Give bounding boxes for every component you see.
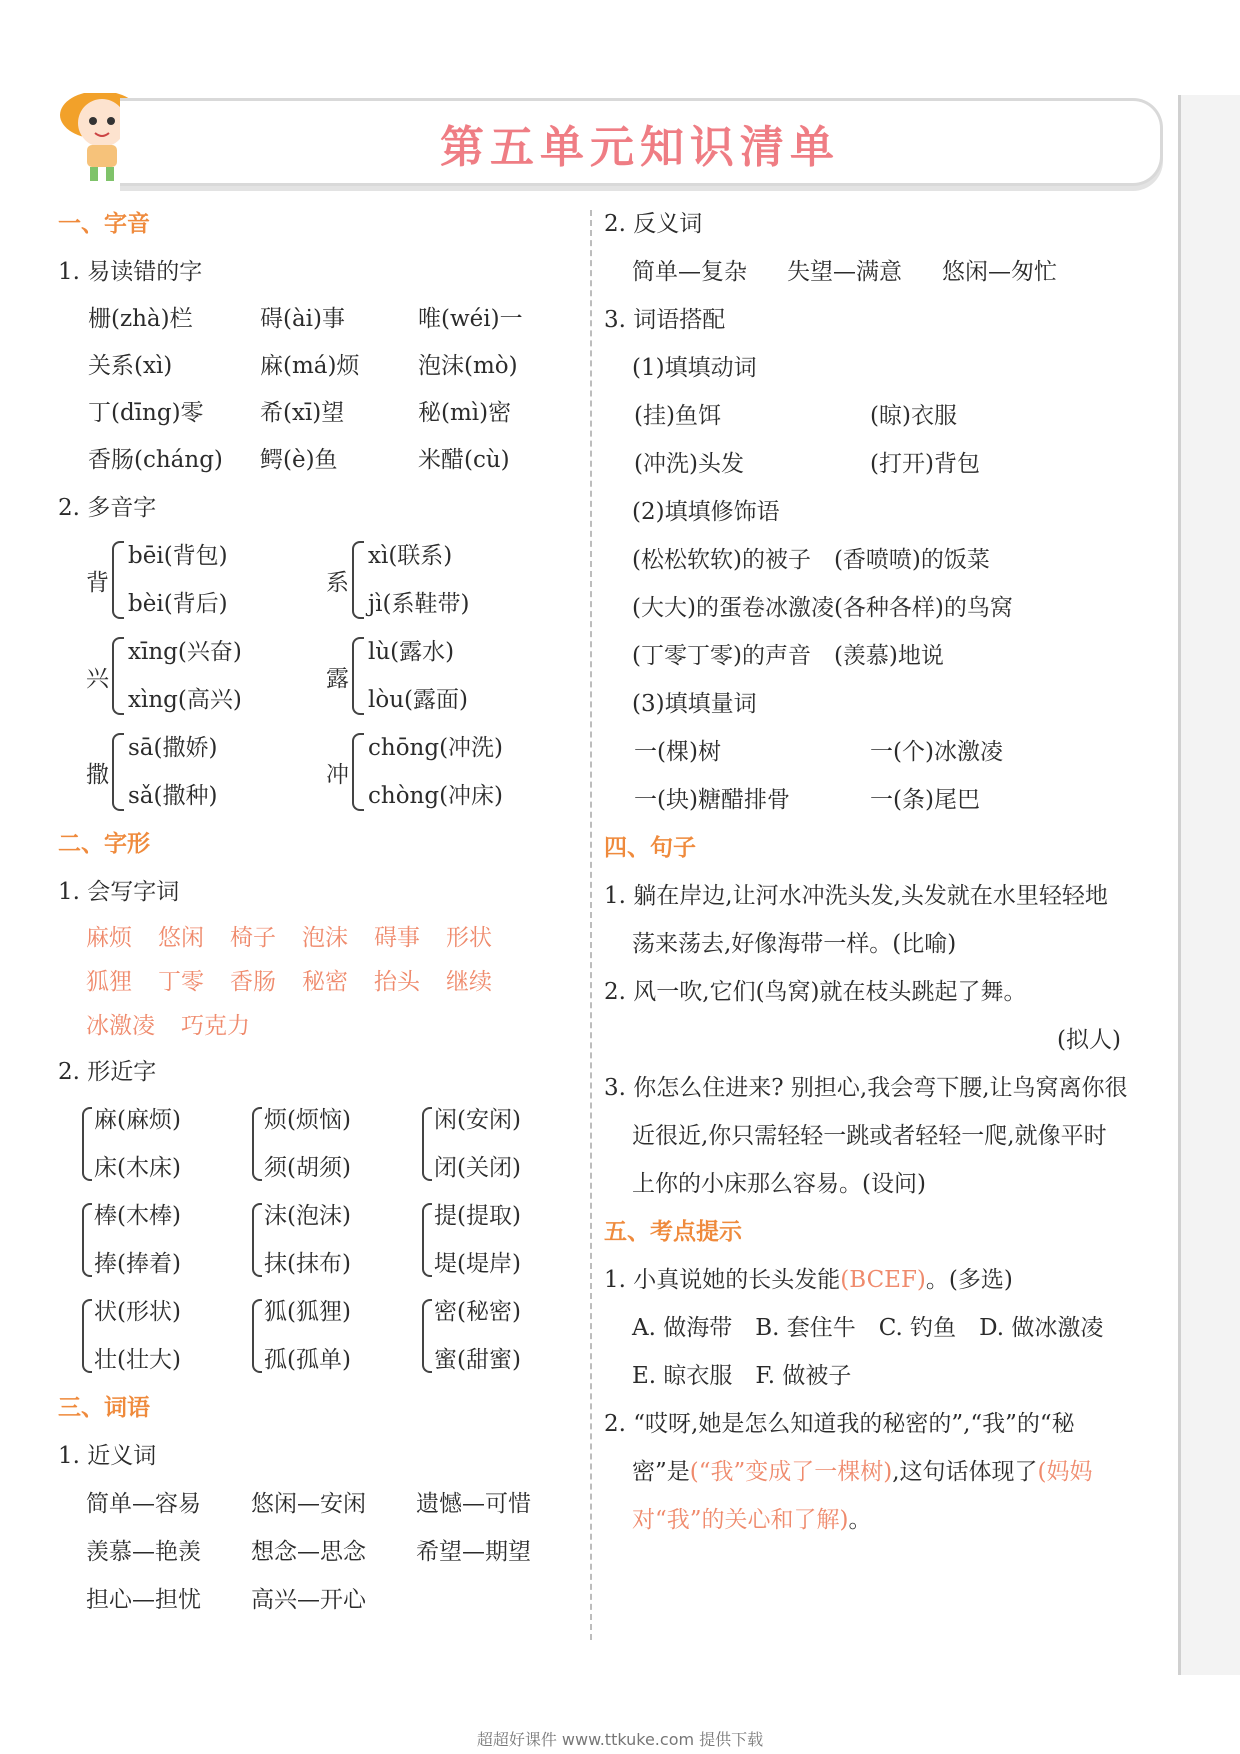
- measure-item: 一(条)尾巴: [870, 787, 980, 813]
- sentence-item: 1. 躺在岸边,让河水冲洗头发,头发就在水里轻轻地荡来荡去,好像海带一样。(比喻): [604, 883, 1108, 957]
- answer-text: (“我”变成了一棵树): [689, 1459, 893, 1485]
- word-item: 碍事: [374, 925, 420, 951]
- tip-question-1: 1. 小真说她的长头发能(BCEF)。(多选): [604, 1267, 1013, 1293]
- similar-pair: 沫(泡沫) 抹(抹布): [252, 1192, 422, 1288]
- page-title: 第五单元知识清单: [440, 122, 840, 173]
- section-pronunciation: 一、字音: [58, 211, 150, 237]
- measures-grid: [604, 728, 1129, 824]
- word-item: 椅子: [230, 925, 276, 951]
- modifier-line: (丁零丁零)的声音 (羡慕)地说: [632, 643, 944, 669]
- section-exam-tips: 五、考点提示: [604, 1219, 742, 1245]
- verbs-title: (1)填填动词: [632, 355, 757, 381]
- measure-item: 一(棵)树: [634, 739, 721, 765]
- antonym-item: 失望—满意: [787, 259, 902, 285]
- pinyin-item: 丁(dīng)零: [88, 400, 204, 426]
- footer-watermark: 超超好课件 www.ttkuke.com 提供下载: [476, 1730, 764, 1749]
- similar-pair: 闲(安闲) 闭(关闭): [422, 1096, 592, 1192]
- word-item: 狐狸: [86, 969, 132, 995]
- word-item: 丁零: [158, 969, 204, 995]
- polyphone-row: [58, 628, 583, 724]
- pinyin-item: 栅(zhà)栏: [88, 306, 193, 332]
- pinyin-item: 唯(wéi)一: [418, 306, 523, 332]
- synonym-item: 高兴—开心: [251, 1587, 366, 1613]
- synonym-item: 希望—期望: [416, 1539, 531, 1565]
- pinyin-item: 鳄(è)鱼: [260, 447, 338, 473]
- similar-pair: 密(秘密) 蜜(甜蜜): [422, 1288, 592, 1384]
- similar-pair: 麻(麻烦) 床(木床): [82, 1096, 252, 1192]
- word-item: 麻烦: [86, 925, 132, 951]
- page-edge-line: [1178, 95, 1181, 1675]
- sentence-item: 2. 风一吹,它们(鸟窝)就在枝头跳起了舞。: [604, 979, 1027, 1005]
- polyphone-item: 撒 sā(撒娇) sǎ(撒种): [86, 735, 218, 809]
- measure-item: 一(个)冰激凌: [870, 739, 1003, 765]
- verb-item: (晾)衣服: [870, 403, 957, 429]
- similar-chars-grid: [58, 1096, 583, 1384]
- pinyin-grid: [58, 296, 583, 484]
- synonym-item: 想念—思念: [251, 1539, 366, 1565]
- synonym-item: 悠闲—安闲: [251, 1491, 366, 1517]
- verb-item: (打开)背包: [870, 451, 980, 477]
- word-item: 泡沫: [302, 925, 348, 951]
- subheading-write-words: 1. 会写字词: [58, 879, 180, 905]
- subheading-synonyms: 1. 近义词: [58, 1443, 157, 1469]
- word-item: 秘密: [302, 969, 348, 995]
- modifier-line: (松松软软)的被子 (香喷喷)的饭菜: [632, 547, 990, 573]
- similar-pair: 烦(烦恼) 须(胡须): [252, 1096, 422, 1192]
- section-vocabulary: 三、词语: [58, 1395, 150, 1421]
- title-banner: [120, 98, 1163, 186]
- synonym-item: 遗憾—可惜: [416, 1491, 531, 1517]
- similar-pair: 狐(狐狸) 孤(孤单): [252, 1288, 422, 1384]
- pinyin-item: 碍(ài)事: [260, 306, 346, 332]
- modifier-line: (大大)的蛋卷冰激凌(各种各样)的鸟窝: [632, 595, 1013, 621]
- verb-item: (挂)鱼饵: [634, 403, 721, 429]
- tip-question-2: 2. “哎呀,她是怎么知道我的秘密的”,“我”的“秘密”是(“我”变成了一棵树),这句话体现了(妈妈对“我”的关心和了解)。: [604, 1411, 1093, 1533]
- left-column: [58, 200, 583, 1624]
- modifiers-title: (2)填填修饰语: [632, 499, 780, 525]
- synonym-item: 简单—容易: [86, 1491, 201, 1517]
- word-item: 冰激凌: [86, 1013, 155, 1039]
- polyphone-item: 兴 xīng(兴奋) xìng(高兴): [86, 639, 242, 713]
- similar-pair: 棒(木棒) 捧(捧着): [82, 1192, 252, 1288]
- word-item: 巧克力: [181, 1013, 250, 1039]
- word-item: 悠闲: [158, 925, 204, 951]
- similar-pair: 提(提取) 堤(堤岸): [422, 1192, 592, 1288]
- subheading-polyphones: 2. 多音字: [58, 495, 157, 521]
- measure-item: 一(块)糖醋排骨: [634, 787, 790, 813]
- polyphone-item: 系 xì(联系) jì(系鞋带): [326, 543, 470, 617]
- section-glyphs: 二、字形: [58, 831, 150, 857]
- similar-pair: 状(形状) 壮(壮大): [82, 1288, 252, 1384]
- pinyin-item: 香肠(cháng): [88, 447, 223, 473]
- polyphone-item: 露 lù(露水) lòu(露面): [326, 639, 468, 713]
- synonym-item: 羡慕—艳羡: [86, 1539, 201, 1565]
- word-item: 香肠: [230, 969, 276, 995]
- polyphone-row: [58, 724, 583, 820]
- sentence-note: (拟人): [1057, 1027, 1121, 1053]
- answer-text: (BCEF): [840, 1267, 926, 1293]
- subheading-collocation: 3. 词语搭配: [604, 307, 726, 333]
- pinyin-item: 关系(xì): [88, 353, 173, 379]
- polyphone-item: 冲 chōng(冲洗) chòng(冲床): [326, 735, 504, 809]
- pinyin-item: 希(xī)望: [260, 400, 345, 426]
- word-item: 形状: [446, 925, 492, 951]
- word-item: 抬头: [374, 969, 420, 995]
- subheading-similar-chars: 2. 形近字: [58, 1059, 157, 1085]
- verbs-grid: [604, 392, 1129, 488]
- antonym-item: 悠闲—匆忙: [942, 259, 1057, 285]
- polyphone-item: 背 bēi(背包) bèi(背后): [86, 543, 228, 617]
- column-divider: [590, 210, 592, 1640]
- pinyin-item: 米醋(cù): [418, 447, 510, 473]
- polyphone-row: [58, 532, 583, 628]
- right-column: [604, 200, 1129, 1544]
- antonyms-grid: [604, 248, 1129, 296]
- answer-text: (妈妈对“我”的关心和了解): [632, 1459, 1093, 1533]
- page-edge: [1180, 95, 1240, 1675]
- section-sentences: 四、句子: [604, 835, 696, 861]
- subheading-hard-chars: 1. 易读错的字: [58, 259, 203, 285]
- measures-title: (3)填填量词: [632, 691, 757, 717]
- antonym-item: 简单—复杂: [632, 259, 747, 285]
- pinyin-item: 麻(má)烦: [260, 353, 360, 379]
- tip-options: A. 做海带 B. 套住牛 C. 钓鱼 D. 做冰激凌 E. 晾衣服 F. 做被子: [632, 1315, 1127, 1389]
- sentence-item: 3. 你怎么住进来? 别担心,我会弯下腰,让鸟窝离你很近很近,你只需轻轻一跳或者轻轻一爬,就像平时上你的小床那么容易。(设问): [604, 1075, 1128, 1197]
- pinyin-item: 秘(mì)密: [418, 400, 512, 426]
- subheading-antonyms: 2. 反义词: [604, 211, 703, 237]
- synonym-item: 担心—担忧: [86, 1587, 201, 1613]
- pinyin-item: 泡沫(mò): [418, 353, 518, 379]
- verb-item: (冲洗)头发: [634, 451, 744, 477]
- write-words-list: [58, 916, 583, 1048]
- synonyms-grid: [58, 1480, 583, 1624]
- word-item: 继续: [446, 969, 492, 995]
